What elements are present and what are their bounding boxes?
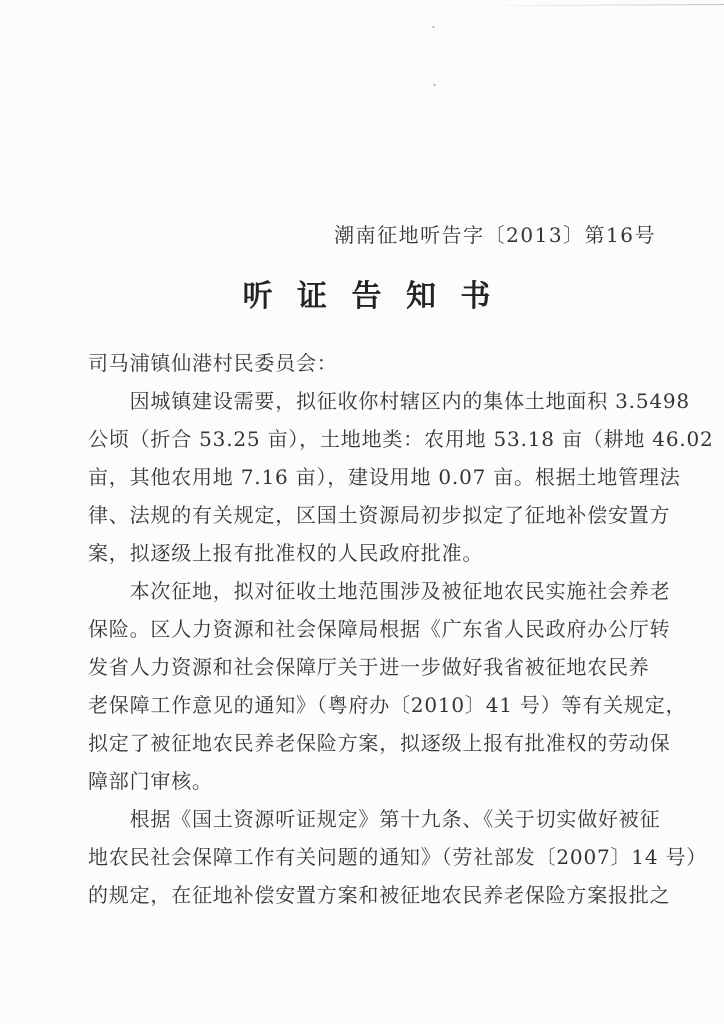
text-line: 律、法规的有关规定，区国土资源局初步拟定了征地补偿安置方: [88, 503, 671, 527]
scan-speck: [433, 84, 436, 86]
text-line: 亩，其他农用地 7.16 亩），建设用地 0.07 亩。根据土地管理法: [88, 465, 681, 489]
text-line: 案，拟逐级上报有批准权的人民政府批准。: [88, 541, 484, 565]
text-line: 地农民社会保障工作有关问题的通知》（劳社部发〔2007〕14 号）: [88, 845, 708, 869]
text-line: 公顷（折合 53.25 亩），土地地类：农用地 53.18 亩（耕地 46.02: [88, 427, 714, 451]
scan-artifact-line: [494, 4, 724, 6]
text-line: 的规定，在征地补偿安置方案和被征地农民养老保险方案报批之: [88, 883, 671, 907]
text-line: 因城镇建设需要，拟征收你村辖区内的集体土地面积 3.5498: [88, 389, 690, 413]
doc-number: 潮南征地听告字〔2013〕第16号: [334, 223, 656, 247]
text-line: 发省人力资源和社会保障厅关于进一步做好我省被征地农民养: [88, 655, 650, 679]
paragraph-1: [88, 382, 714, 572]
scan-speck: [432, 26, 435, 28]
text-line: 保险。区人力资源和社会保障局根据《广东省人民政府办公厅转: [88, 617, 671, 641]
text-line: 根据《国土资源听证规定》第十九条、《关于切实做好被征: [88, 807, 661, 831]
text-line: 老保障工作意见的通知》（粤府办〔2010〕41 号）等有关规定，: [88, 693, 687, 717]
text-line: 本次征地，拟对征收土地范围涉及被征地农民实施社会养老: [88, 579, 671, 603]
document-body: [88, 344, 714, 914]
paragraph-2: [88, 572, 687, 800]
text-line: 拟定了被征地农民养老保险方案，拟逐级上报有批准权的劳动保: [88, 731, 671, 755]
document-title: 听 证 告 知 书: [242, 279, 498, 314]
paragraph-3: [88, 800, 708, 914]
text-line: 障部门审核。: [88, 769, 213, 793]
salutation: 司马浦镇仙港村民委员会：: [88, 351, 338, 375]
